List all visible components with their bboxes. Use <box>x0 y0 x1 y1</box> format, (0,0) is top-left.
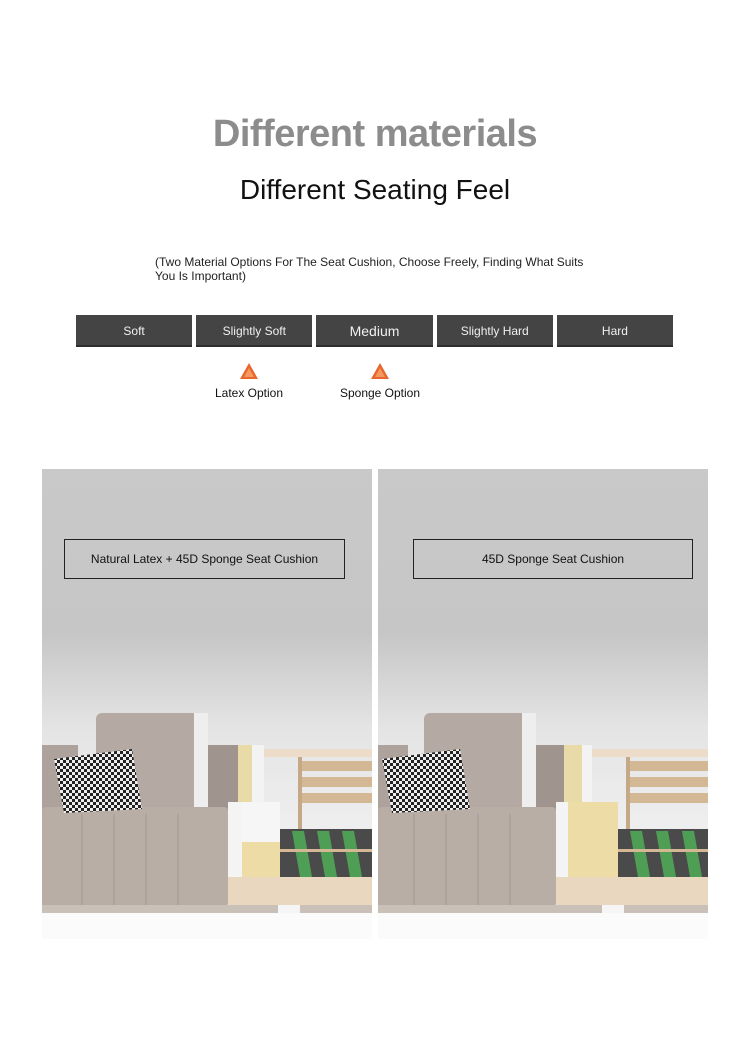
scale-soft: Soft <box>76 315 192 347</box>
latex-option <box>204 362 294 400</box>
triangle-marker-icon <box>370 362 390 380</box>
sponge-cushion-label: 45D Sponge Seat Cushion <box>413 539 693 579</box>
page-subtitle: Different Seating Feel <box>239 174 511 205</box>
scale-medium: Medium <box>316 315 432 347</box>
firmness-scale <box>76 315 673 347</box>
scale-slightly-hard: Slightly Hard <box>437 315 553 347</box>
page-title: Different materials <box>212 113 538 155</box>
scale-slightly-soft: Slightly Soft <box>196 315 312 347</box>
sponge-option-label: Sponge Option <box>339 386 421 400</box>
sponge-cushion-panel <box>378 469 708 939</box>
triangle-marker-icon <box>239 362 259 380</box>
scale-hard: Hard <box>557 315 673 347</box>
sponge-option <box>334 362 426 400</box>
latex-option-label: Latex Option <box>214 386 284 400</box>
latex-cushion-label: Natural Latex + 45D Sponge Seat Cushion <box>64 539 345 579</box>
description-note: (Two Material Options For The Seat Cushion, Choose Freely, Finding What Suits You Is Important) <box>155 255 584 283</box>
latex-cushion-panel <box>42 469 372 939</box>
